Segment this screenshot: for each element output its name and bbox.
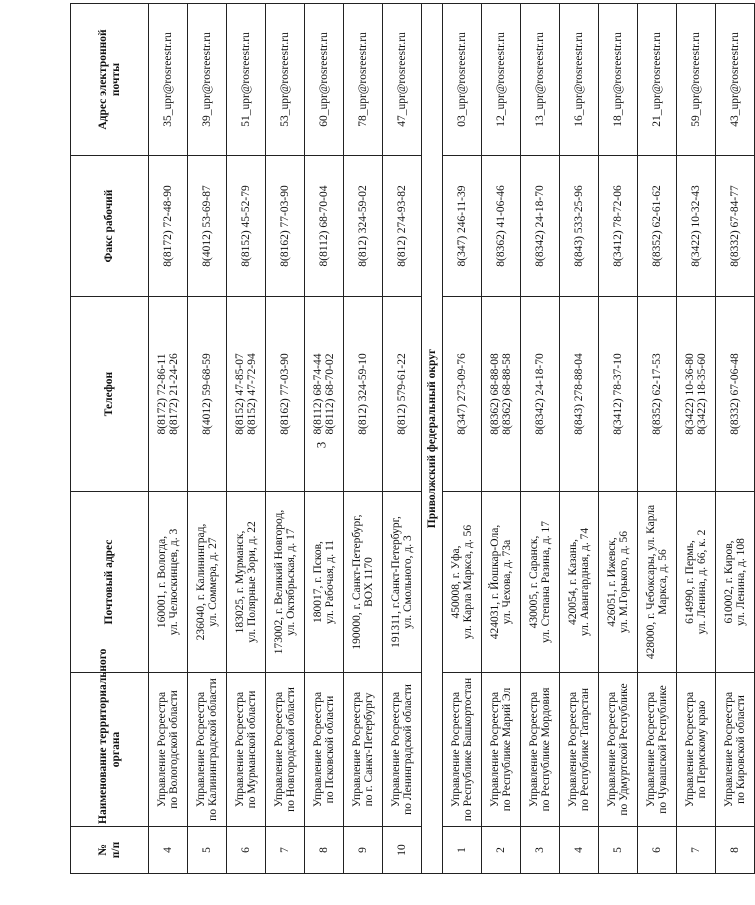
cell-email [344, 4, 383, 156]
cell-office-name-line: по Республике Марий Эл [501, 687, 513, 812]
cell-fax [482, 156, 521, 297]
cell-phone-line: 8(8152) 47-85-07 [234, 353, 246, 435]
cell-fax [305, 156, 344, 297]
cell-office-name [677, 673, 716, 827]
cell-postal-address-line: 420054, г. Казань, [567, 539, 579, 625]
cell-office-name-line: Управление Росреестра [645, 691, 657, 808]
cell-fax-line: 8(347) 246-11-39 [456, 185, 468, 267]
cell-number-line: 5 [612, 847, 624, 853]
cell-office-name-line: Управление Росреестра [312, 691, 324, 808]
cell-fax-line: 8(8162) 77-03-90 [279, 185, 291, 267]
cell-office-name [149, 673, 188, 827]
cell-fax-line: 8(8362) 41-06-46 [495, 185, 507, 267]
table-row [599, 4, 638, 874]
cell-postal-address-line: 173002, г. Великий Новгород, [273, 509, 285, 655]
col-header-line: Факс рабочий [103, 189, 115, 263]
cell-phone [227, 297, 266, 492]
cell-office-name [638, 673, 677, 827]
cell-postal-address-line: 183025, г. Мурманск, [234, 530, 246, 634]
cell-postal-address-line: 160001, г. Вологда, [156, 535, 168, 629]
cell-office-name-line: Управление Росреестра [606, 691, 618, 808]
cell-office-name-line: Управление Росреестра [528, 691, 540, 808]
cell-number [305, 827, 344, 874]
cell-postal-address-line: ул. Соммера, д. 27 [207, 537, 219, 627]
cell-postal-address-line: 614990, г. Пермь, [684, 540, 696, 624]
cell-office-name-line: Управление Росреестра [390, 691, 402, 808]
cell-email-line: 12_upr@rosreestr.ru [495, 32, 507, 127]
cell-fax [638, 156, 677, 297]
col-header-line: Наименование территориального [96, 648, 109, 824]
cell-number-line: 7 [279, 847, 291, 853]
cell-postal-address-line: 426051, г. Ижевск, [606, 537, 618, 627]
cell-office-name-line: по Вологодской области [168, 690, 180, 809]
cell-fax-line: 8(8172) 72-48-90 [162, 185, 174, 267]
cell-fax-line: 8(843) 533-25-96 [573, 185, 585, 267]
cell-office-name-line: Управление Росреестра [684, 691, 696, 808]
rotated-table-wrapper [70, 29, 747, 874]
cell-email-line: 43_upr@rosreestr.ru [729, 32, 741, 127]
cell-office-name-line: по Новгородской области [285, 687, 297, 812]
cell-phone [599, 297, 638, 492]
cell-fax [266, 156, 305, 297]
cell-phone-line: 8(347) 273-09-76 [456, 353, 468, 435]
cell-phone-line: 8(8172) 72-86-11 [156, 353, 168, 435]
cell-office-name [521, 673, 560, 827]
cell-fax-line: 8(8342) 24-18-70 [534, 185, 546, 267]
cell-number [188, 827, 227, 874]
cell-email [305, 4, 344, 156]
cell-fax [149, 156, 188, 297]
cell-office-name [266, 673, 305, 827]
cell-postal-address-line: ул. Ленина, д. 108 [735, 538, 747, 626]
cell-number-line: 8 [318, 847, 330, 853]
cell-number-line: 8 [729, 847, 741, 853]
cell-number [482, 827, 521, 874]
table-row [266, 4, 305, 874]
cell-email-line: 59_upr@rosreestr.ru [690, 32, 702, 127]
cell-office-name [599, 673, 638, 827]
cell-email [383, 4, 422, 156]
table-row [344, 4, 383, 874]
cell-office-name-line: по Республике Татарстан [579, 687, 591, 812]
cell-email-line: 21_upr@rosreestr.ru [651, 32, 663, 127]
cell-email [677, 4, 716, 156]
col-header-line: органа [109, 731, 122, 768]
cell-email [716, 4, 755, 156]
cell-phone-line: 8(8152) 47-72-94 [246, 353, 258, 435]
cell-number-line: 6 [651, 847, 663, 853]
cell-fax-line: 8(8332) 67-84-77 [729, 185, 741, 267]
cell-phone-line: 8(8352) 62-17-53 [651, 353, 663, 435]
cell-phone-line: 8(8362) 68-88-08 [489, 353, 501, 435]
cell-email-line: 03_upr@rosreestr.ru [456, 32, 468, 127]
cell-office-name-line: Управление Росреестра [489, 691, 501, 808]
cell-office-name [305, 673, 344, 827]
cell-phone [521, 297, 560, 492]
cell-email [227, 4, 266, 156]
cell-phone [188, 297, 227, 492]
cell-fax-line: 8(812) 274-93-82 [396, 185, 408, 267]
cell-email-line: 35_upr@rosreestr.ru [162, 32, 174, 127]
cell-office-name-line: Управление Росреестра [567, 691, 579, 808]
cell-number [599, 827, 638, 874]
col-header-line: Почтовый адрес [103, 539, 115, 625]
page-number: 3 [313, 441, 329, 449]
table-body-northwest [149, 4, 422, 874]
cell-postal-address-line: 180017, г. Псков, [312, 541, 324, 623]
cell-postal-address-line: 191311, г.Санкт-Петербург, [390, 516, 402, 648]
cell-office-name [443, 673, 482, 827]
cell-fax [716, 156, 755, 297]
cell-phone-line: 8(812) 324-59-10 [357, 353, 369, 435]
cell-fax-line: 8(8112) 68-70-04 [318, 185, 330, 267]
cell-office-name-line: Управление Росреестра [195, 691, 207, 808]
cell-office-name-line: по Чувашской Республике [657, 685, 669, 814]
cell-fax-line: 8(3412) 78-72-06 [612, 185, 624, 267]
cell-office-name-line: по Псковской области [324, 695, 336, 804]
cell-office-name [188, 673, 227, 827]
cell-postal-address-line: ул. Рабочая, д. 11 [324, 539, 336, 625]
cell-postal-address-line: ул. Чехова, д. 73а [501, 539, 513, 625]
cell-phone [149, 297, 188, 492]
cell-fax [443, 156, 482, 297]
cell-phone-line: 8(812) 579-61-22 [396, 353, 408, 435]
col-header-phone [71, 297, 149, 492]
cell-phone-line: 8(8332) 67-06-48 [729, 353, 741, 435]
cell-phone [677, 297, 716, 492]
table-row [716, 4, 755, 874]
cell-postal-address-line: ул. Ленина, д. 66, к. 2 [696, 529, 708, 635]
cell-postal-address-line: 424031, г. Йошкар-Ола, [489, 524, 501, 640]
cell-number-line: 6 [240, 847, 252, 853]
col-header-line: Телефон [103, 371, 115, 417]
cell-postal-address-line: 190000, г. Санкт-Петербург, [351, 514, 363, 650]
cell-office-name-line: по Пермскому краю [696, 700, 708, 799]
cell-email [560, 4, 599, 156]
cell-postal-address [227, 492, 266, 673]
cell-phone-line: 8(3422) 10-36-80 [684, 353, 696, 435]
table-row [305, 4, 344, 874]
cell-number-line: 1 [456, 847, 468, 853]
cell-postal-address-line: 236040, г. Калининград, [195, 523, 207, 641]
cell-number-line: 9 [357, 847, 369, 853]
cell-postal-address [305, 492, 344, 673]
cell-email-line: 53_upr@rosreestr.ru [279, 32, 291, 127]
cell-fax [227, 156, 266, 297]
cell-office-name [716, 673, 755, 827]
cell-office-name-line: Управление Росреестра [156, 691, 168, 808]
cell-email-line: 16_upr@rosreestr.ru [573, 32, 585, 127]
cell-postal-address [383, 492, 422, 673]
cell-phone-line: 8(8172) 21-24-26 [168, 353, 180, 435]
cell-fax-line: 8(812) 324-59-02 [357, 185, 369, 267]
cell-office-name [344, 673, 383, 827]
cell-phone-line: 8(8162) 77-03-90 [279, 353, 291, 435]
cell-email [599, 4, 638, 156]
cell-office-name-line: Управление Росреестра [723, 691, 735, 808]
cell-office-name [227, 673, 266, 827]
cell-postal-address [521, 492, 560, 673]
cell-office-name-line: Управление Росреестра [351, 691, 363, 808]
cell-email-line: 18_upr@rosreestr.ru [612, 32, 624, 127]
cell-postal-address-line: ул. Полярные Зори, д. 22 [246, 521, 258, 643]
cell-postal-address-line: 450008, г. Уфа, [450, 545, 462, 619]
cell-email-line: 78_upr@rosreestr.ru [357, 32, 369, 127]
cell-fax [344, 156, 383, 297]
cell-postal-address [716, 492, 755, 673]
cell-fax-line: 8(3422) 10-32-43 [690, 185, 702, 267]
cell-phone [716, 297, 755, 492]
cell-number [560, 827, 599, 874]
cell-number-line: 2 [495, 847, 507, 853]
section-row [422, 4, 443, 874]
cell-postal-address-line: ул. Авангардная, д. 74 [579, 527, 591, 637]
col-header-fax [71, 156, 149, 297]
cell-email [443, 4, 482, 156]
col-header-email [71, 4, 149, 156]
cell-office-name [383, 673, 422, 827]
cell-phone-line: 8(3422) 18-35-60 [696, 353, 708, 435]
table-row [560, 4, 599, 874]
table-row [638, 4, 677, 874]
cell-fax [677, 156, 716, 297]
cell-postal-address-line: 428000, г. Чебоксары, ул. Карла [645, 504, 657, 660]
cell-office-name [482, 673, 521, 827]
cell-phone [266, 297, 305, 492]
cell-postal-address-line: ул. Октябрьская, д. 17 [285, 528, 297, 636]
cell-fax [521, 156, 560, 297]
cell-number-line: 3 [534, 847, 546, 853]
table-row [227, 4, 266, 874]
cell-email-line: 51_upr@rosreestr.ru [240, 32, 252, 127]
cell-postal-address [638, 492, 677, 673]
cell-postal-address-line: ул. Смольного, д. 3 [402, 535, 414, 629]
section-title: Приволжский федеральный округ [422, 4, 443, 874]
cell-postal-address [560, 492, 599, 673]
cell-postal-address-line: ул. Карла Маркса, д. 56 [462, 524, 474, 640]
cell-postal-address [149, 492, 188, 673]
cell-email [188, 4, 227, 156]
cell-phone [344, 297, 383, 492]
cell-office-name-line: по Кировской области [735, 695, 747, 804]
cell-office-name [560, 673, 599, 827]
cell-postal-address [188, 492, 227, 673]
cell-phone-line: 8(8112) 68-74-44 [312, 353, 324, 435]
cell-fax-line: 8(8152) 45-52-79 [240, 185, 252, 267]
cell-number [716, 827, 755, 874]
cell-phone-line: 8(8112) 68-70-02 [324, 353, 336, 435]
table-row [443, 4, 482, 874]
cell-postal-address-line: ул. М.Горького, д. 56 [618, 531, 630, 634]
cell-email [521, 4, 560, 156]
cell-phone-line: 8(3412) 78-37-10 [612, 353, 624, 435]
cell-email-line: 60_upr@rosreestr.ru [318, 32, 330, 127]
cell-number-line: 4 [573, 847, 585, 853]
cell-office-name-line: по Калининградской области [207, 678, 219, 821]
cell-postal-address-line: ул. Степана Разина, д. 17 [540, 520, 552, 644]
table-body-volga [443, 4, 755, 874]
cell-postal-address [677, 492, 716, 673]
cell-email [266, 4, 305, 156]
cell-phone [560, 297, 599, 492]
cell-fax-line: 8(4012) 53-69-87 [201, 185, 213, 267]
cell-office-name-line: по Республике Мордовия [540, 687, 552, 812]
cell-phone [482, 297, 521, 492]
table-row [482, 4, 521, 874]
cell-postal-address-line: BOX 1170 [363, 557, 375, 607]
cell-office-name-line: Управление Росреестра [234, 691, 246, 808]
table-row [149, 4, 188, 874]
table-row [188, 4, 227, 874]
cell-number [344, 827, 383, 874]
cell-number-line: 7 [690, 847, 702, 853]
cell-email [638, 4, 677, 156]
cell-number-line: 10 [396, 844, 408, 856]
table-row [383, 4, 422, 874]
cell-number [677, 827, 716, 874]
cell-phone-line: 8(8362) 68-88-58 [501, 353, 513, 435]
cell-phone-line: 8(843) 278-88-04 [573, 353, 585, 435]
col-header-number [71, 827, 149, 874]
cell-number-line: 4 [162, 847, 174, 853]
cell-phone [305, 297, 344, 492]
cell-number [266, 827, 305, 874]
cell-office-name-line: Управление Росреестра [450, 691, 462, 808]
cell-postal-address [266, 492, 305, 673]
cell-postal-address [344, 492, 383, 673]
cell-fax [560, 156, 599, 297]
col-header-line: № [96, 844, 109, 856]
cell-fax-line: 8(8352) 62-61-62 [651, 185, 663, 267]
table-row [677, 4, 716, 874]
cell-phone [383, 297, 422, 492]
cell-postal-address [443, 492, 482, 673]
cell-postal-address [599, 492, 638, 673]
col-header-address [71, 492, 149, 673]
cell-fax [188, 156, 227, 297]
cell-number [383, 827, 422, 874]
cell-email-line: 39_upr@rosreestr.ru [201, 32, 213, 127]
header-row [71, 4, 149, 874]
cell-number [149, 827, 188, 874]
cell-phone-line: 8(8342) 24-18-70 [534, 353, 546, 435]
cell-number [521, 827, 560, 874]
cell-number [443, 827, 482, 874]
col-header-line: почты [109, 62, 122, 97]
offices-table [70, 3, 755, 874]
cell-number [227, 827, 266, 874]
cell-postal-address-line: ул. Челюскинцев, д. 3 [168, 528, 180, 636]
cell-postal-address-line: Маркса, д. 56 [657, 549, 669, 615]
col-header-line: п/п [109, 841, 122, 859]
cell-email-line: 47_upr@rosreestr.ru [396, 32, 408, 127]
cell-fax [383, 156, 422, 297]
cell-office-name-line: по Ленинградской области [402, 684, 414, 815]
table-row [521, 4, 560, 874]
cell-office-name-line: по г. Санкт-Петербургу [363, 692, 375, 807]
cell-office-name-line: по Мурманской области [246, 690, 258, 809]
col-header-line: Адрес электронной [96, 29, 109, 130]
col-header-name [71, 648, 149, 827]
cell-postal-address-line: 430005, г. Саранск, [528, 535, 540, 629]
cell-fax [599, 156, 638, 297]
cell-office-name-line: по Республике Башкортостан [462, 677, 474, 822]
cell-email [482, 4, 521, 156]
cell-number-line: 5 [201, 847, 213, 853]
cell-number [638, 827, 677, 874]
cell-phone-line: 8(4012) 59-68-59 [201, 353, 213, 435]
cell-postal-address [482, 492, 521, 673]
cell-office-name-line: по Удмуртской Республике [618, 683, 630, 816]
cell-phone [443, 297, 482, 492]
cell-phone [638, 297, 677, 492]
section-volga [422, 4, 443, 874]
cell-office-name-line: Управление Росреестра [273, 691, 285, 808]
cell-email-line: 13_upr@rosreestr.ru [534, 32, 546, 127]
cell-email [149, 4, 188, 156]
cell-postal-address-line: 610002, г. Киров, [723, 540, 735, 624]
